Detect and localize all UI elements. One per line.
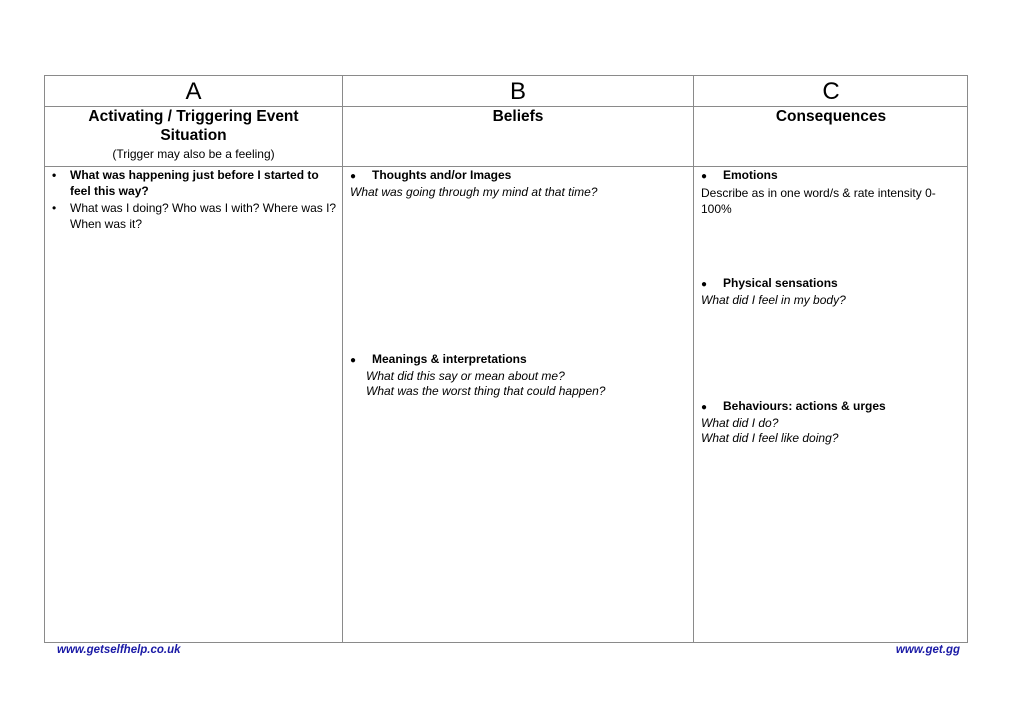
column-letter-c: C bbox=[822, 78, 840, 105]
trigger-question: What was happening just before I started to feel this way? bbox=[70, 168, 319, 198]
column-letter-a: A bbox=[185, 78, 202, 105]
section-heading: Emotions bbox=[723, 168, 778, 182]
column-title-a bbox=[45, 107, 342, 162]
column-a-body bbox=[48, 167, 338, 232]
column-title-b: Beliefs bbox=[492, 108, 544, 125]
column-letter-b: B bbox=[509, 78, 526, 105]
section-heading: Behaviours: actions & urges bbox=[723, 399, 886, 413]
column-title-c: Consequences bbox=[775, 108, 887, 125]
abc-worksheet-table bbox=[44, 75, 968, 643]
section-heading: Meanings & interpretations bbox=[372, 352, 527, 366]
column-subtitle-a: (Trigger may also be a feeling) bbox=[112, 147, 275, 161]
section-prompt: What did I do? bbox=[701, 415, 779, 430]
list-item bbox=[48, 167, 338, 199]
section-prompt: What was going through my mind at that time? bbox=[350, 184, 598, 199]
bullet-icon: ● bbox=[701, 402, 708, 413]
trigger-question-list bbox=[48, 167, 338, 232]
section-prompt: What did I feel like doing? bbox=[701, 431, 839, 445]
footer-link-getselfhelp[interactable]: www.getselfhelp.co.uk bbox=[57, 644, 181, 656]
list-item bbox=[48, 200, 338, 232]
footer-link-getgg[interactable]: www.get.gg bbox=[895, 644, 960, 656]
consequences-section-emotions bbox=[701, 168, 963, 217]
beliefs-section-thoughts bbox=[350, 168, 685, 200]
bullet-icon: ● bbox=[701, 171, 708, 182]
section-heading: Physical sensations bbox=[723, 276, 838, 290]
column-divider bbox=[342, 76, 343, 642]
consequences-section-physical bbox=[701, 276, 963, 308]
section-heading: Thoughts and/or Images bbox=[372, 168, 512, 182]
bullet-icon: • bbox=[52, 168, 57, 182]
column-title-a-line1: Activating / Triggering Event bbox=[88, 108, 299, 125]
section-prompt: Describe as in one word/s & rate intensity 0-100% bbox=[701, 185, 936, 216]
trigger-question: What was I doing? Who was I with? Where was I? When was it? bbox=[70, 201, 337, 231]
column-title-a-line2: Situation bbox=[160, 127, 227, 144]
section-prompt: What did I feel in my body? bbox=[701, 292, 846, 307]
section-prompt: What did this say or mean about me? bbox=[366, 368, 565, 383]
column-divider bbox=[693, 76, 694, 642]
bullet-icon: ● bbox=[701, 279, 708, 290]
consequences-section-behaviours bbox=[701, 399, 963, 447]
bullet-icon: • bbox=[52, 201, 57, 215]
beliefs-section-meanings bbox=[350, 352, 685, 400]
bullet-icon: ● bbox=[350, 355, 357, 366]
bullet-icon: ● bbox=[350, 171, 357, 182]
section-prompt: What was the worst thing that could happen? bbox=[366, 384, 606, 398]
